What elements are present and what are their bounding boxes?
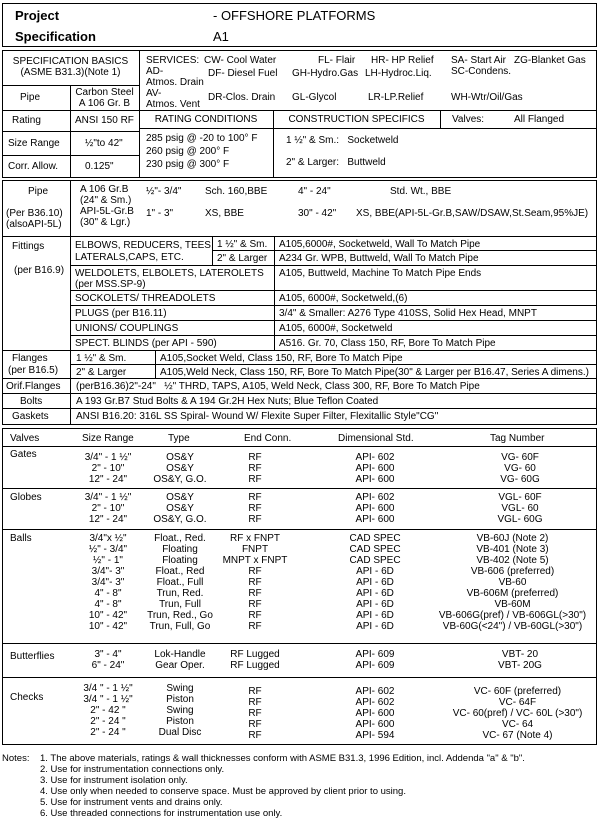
flange-size-2: 2" & Larger bbox=[76, 367, 127, 378]
size-range-value: ½"to 42" bbox=[85, 138, 123, 149]
orif-value: (perB16.36)2"-24" ½" THRD, TAPS, A105, Weld Neck, Class 300, RF, Bore To Match Pipe bbox=[76, 381, 480, 392]
fitting-plugs-value: 3/4" & Smaller: A276 Type 410SS, Solid Hex Head, MNPT bbox=[279, 308, 537, 319]
checks-end: RF RF RF RF RF bbox=[248, 686, 262, 741]
pipe-section-label-4: (alsoAPI-5L) bbox=[6, 219, 62, 230]
basics-title-line2: (ASME B31.3)(Note 1) bbox=[20, 67, 121, 78]
butterflies-size: 3" - 4" 6" - 24" bbox=[91, 649, 125, 671]
valve-group-butterflies: Butterflies bbox=[10, 651, 55, 662]
gaskets-value: ANSI B16.20: 316L SS Spiral- Wound W/ Flexite Super Filter, Flexitallic Style"CG" bbox=[76, 411, 439, 422]
pipe-row2-sched: XS, BBE bbox=[205, 208, 244, 219]
fitting-unions-value: A105, 6000#, Socketweld bbox=[279, 323, 393, 334]
pipe-row2-size2: 30" - 42" bbox=[298, 208, 337, 219]
fitting-weldolets-value: A105, Buttweld, Machine To Match Pipe Ends bbox=[279, 268, 482, 279]
flange-size-1: 1 ½" & Sm. bbox=[76, 353, 127, 364]
fitting-weldolets-2: (per MSS.SP-9) bbox=[75, 279, 146, 290]
fitting-spect: SPECT. BLINDS (per API - 590) bbox=[75, 338, 217, 349]
fitting-plugs: PLUGS (per B16.11) bbox=[75, 308, 167, 319]
pipe-mat-2: (24" & Sm.) bbox=[80, 195, 132, 206]
header-box bbox=[2, 3, 597, 47]
valve-group-balls: Balls bbox=[10, 533, 32, 544]
pipe-section-label bbox=[6, 186, 63, 230]
fitting-weldolets-1: WELDOLETS, ELBOLETS, LATEROLETS bbox=[75, 268, 264, 279]
valve-group-gates: Gates bbox=[10, 449, 37, 460]
service-df: DF- Diesel Fuel bbox=[208, 68, 278, 79]
basics-title-line1: SPECIFICATION BASICS bbox=[12, 56, 129, 67]
note-5: 5. Use for instrument vents and drains only. bbox=[40, 797, 223, 808]
service-ad-desc: Atmos. Drain bbox=[146, 77, 204, 88]
fitting-elbows-2: LATERALS,CAPS, ETC. bbox=[75, 252, 184, 263]
service-cw: CW- Cool Water bbox=[204, 55, 277, 66]
service-sa: SA- Start Air bbox=[451, 55, 507, 66]
butterflies-tag: VBT- 20 VBT- 20G bbox=[498, 649, 542, 671]
pipe-section-label-1: Pipe bbox=[28, 186, 49, 197]
flange-value-2: A105,Weld Neck, Class 150, RF, Bore To Match Pipe(30" & Larger per B16.47, Series A dimens.) bbox=[160, 367, 589, 378]
service-lr: LR-LP.Relief bbox=[368, 92, 424, 103]
col-header-end: End Conn. bbox=[244, 433, 292, 444]
project-value: - OFFSHORE PLATFORMS bbox=[213, 8, 376, 23]
gates-tag: VG- 60F VG- 60 VG- 60G bbox=[500, 452, 540, 485]
service-zg: ZG-Blanket Gas bbox=[514, 55, 586, 66]
note-3: 3. Use for instrument isolation only. bbox=[40, 775, 188, 786]
rating-conditions-title: RATING CONDITIONS bbox=[154, 114, 258, 125]
butterflies-dim: API- 609 API- 609 bbox=[355, 649, 395, 671]
rating-condition-1: 285 psig @ -20 to 100° F bbox=[146, 133, 258, 144]
pipe-row1-sched2: Std. Wt., BBE bbox=[390, 186, 452, 197]
butterflies-end: RF Lugged RF Lugged bbox=[230, 649, 280, 671]
col-header-valves: Valves bbox=[10, 433, 40, 444]
project-label: Project bbox=[15, 8, 60, 23]
fitting-unions: UNIONS/ COUPLINGS bbox=[75, 323, 179, 334]
corr-allow-label: Corr. Allow. bbox=[8, 161, 59, 172]
fitting-elbows-size-2: 2" & Larger bbox=[217, 253, 268, 264]
flange-value-1: A105,Socket Weld, Class 150, RF, Bore To Match Pipe bbox=[160, 353, 403, 364]
balls-dim: CAD SPEC CAD SPEC CAD SPEC API - 6D API - 6D API - 6D API - 6D API - 6D API - 6D bbox=[349, 533, 401, 632]
size-range-label: Size Range bbox=[8, 138, 60, 149]
service-gh: GH-Hydro.Gas bbox=[292, 68, 359, 79]
pipe-material-line1: Carbon Steel bbox=[75, 87, 134, 98]
col-header-dim: Dimensional Std. bbox=[338, 433, 414, 444]
valve-group-globes: Globes bbox=[10, 492, 42, 503]
balls-end: RF x FNPT FNPT MNPT x FNPT RF RF RF RF RF RF bbox=[222, 533, 288, 632]
globes-dim: API- 602 API- 600 API- 600 bbox=[355, 492, 395, 525]
fitting-sockolets-value: A105, 6000#, Socketweld,(6) bbox=[279, 293, 408, 304]
butterflies-type: Lok-Handle Gear Oper. bbox=[154, 649, 206, 671]
service-gl: GL-Glycol bbox=[292, 92, 337, 103]
notes-label: Notes: bbox=[2, 753, 30, 764]
service-hr: HR- HP Relief bbox=[371, 55, 434, 66]
service-wh: WH-Wtr/Oil/Gas bbox=[451, 92, 523, 103]
note-1: 1. The above materials, ratings & wall thicknesses conform with ASME B31.3, 1996 Edition, incl. Addenda "a" & "b". bbox=[40, 753, 525, 764]
basics-title bbox=[2, 56, 139, 78]
flanges-label: Flanges bbox=[12, 353, 48, 364]
fitting-elbows-size-1: 1 ½" & Sm. bbox=[217, 239, 268, 250]
rating-condition-3: 230 psig @ 300° F bbox=[146, 159, 230, 170]
pipe-row2-size: 1" - 3" bbox=[146, 208, 174, 219]
gaskets-label: Gaskets bbox=[12, 411, 49, 422]
globes-type: OS&Y OS&Y OS&Y, G.O. bbox=[153, 492, 207, 525]
service-fl: FL- Flair bbox=[318, 55, 356, 66]
pipe-label: Pipe bbox=[20, 92, 41, 103]
bolts-label: Bolts bbox=[20, 396, 43, 407]
notes-list bbox=[40, 753, 525, 819]
service-dr: DR-Clos. Drain bbox=[208, 92, 276, 103]
note-6: 6. Use threaded connections for instrumentation use only. bbox=[40, 808, 283, 819]
service-sc: SC-Condens. bbox=[451, 66, 512, 77]
service-ad: AD- bbox=[146, 66, 164, 77]
pipe-section-label-3: (Per B36.10) bbox=[6, 208, 63, 219]
fitting-elbows-1: ELBOWS, REDUCERS, TEES, bbox=[75, 240, 214, 251]
valve-group-checks: Checks bbox=[10, 692, 44, 703]
spec-value: A1 bbox=[213, 29, 229, 44]
globes-tag: VGL- 60F VGL- 60 VGL- 60G bbox=[497, 492, 543, 525]
col-header-type: Type bbox=[168, 433, 190, 444]
bolts-value: A 193 Gr.B7 Stud Bolts & A 194 Gr.2H Hex Nuts; Blue Teflon Coated bbox=[76, 396, 379, 407]
pipe-section-material bbox=[80, 184, 134, 228]
construction-line-1: 1 ½" & Sm.: Socketweld bbox=[286, 135, 399, 146]
gates-end: RF RF RF bbox=[248, 452, 262, 485]
balls-size: 3/4"x ½" ½" - 3/4" ½" - 1" 3/4"- 3" 3/4"- 3" 4" - 8" 4" - 8" 10" - 42" 10" - 42" bbox=[88, 533, 128, 632]
balls-tag: VB-60J (Note 2) VB-401 (Note 3) VB-402 (Note 5) VB-606 (preferred) VB-60 VB-606M (preferred) VB-60M VB-606G(pref) / VB-606GL(>30") VB-60G(<24") / VB-60GL(>30") bbox=[438, 533, 587, 632]
construction-title: CONSTRUCTION SPECIFICS bbox=[288, 114, 425, 125]
corr-allow-value: 0.125" bbox=[85, 161, 114, 172]
pipe-mat-3: API-5L-Gr.B bbox=[80, 206, 134, 217]
pipe-row1-sched: Sch. 160,BBE bbox=[205, 186, 268, 197]
fitting-elbows-value-2: A234 Gr. WPB, Buttweld, Wall To Match Pipe bbox=[279, 253, 479, 264]
construction-line-2: 2" & Larger: Buttweld bbox=[286, 157, 386, 168]
gates-dim: API- 602 API- 600 API- 600 bbox=[355, 452, 395, 485]
rating-condition-2: 260 psig @ 200° F bbox=[146, 146, 230, 157]
gates-size: 3/4" - 1 ½" 2" - 10" 12" - 24" bbox=[84, 452, 132, 485]
col-header-tag: Tag Number bbox=[490, 433, 545, 444]
services-label: SERVICES: bbox=[146, 55, 200, 66]
service-av-desc: Atmos. Vent bbox=[146, 99, 200, 110]
checks-type: Swing Piston Swing Piston Dual Disc bbox=[158, 683, 202, 738]
globes-size: 3/4" - 1 ½" 2" - 10" 12" - 24" bbox=[84, 492, 132, 525]
note-4: 4. Use only when needed to conserve space. Must be approved by client prior to using. bbox=[40, 786, 406, 797]
service-av: AV- bbox=[146, 88, 162, 99]
note-2: 2. Use for instrumentation connections only. bbox=[40, 764, 225, 775]
fitting-elbows-value-1: A105,6000#, Socketweld, Wall To Match Pipe bbox=[279, 239, 481, 250]
pipe-material-line2: A 106 Gr. B bbox=[78, 98, 131, 109]
checks-tag: VC- 60F (preferred) VC- 64F VC- 60(pref) / VC- 60L (>30") VC- 64 VC- 67 (Note 4) bbox=[452, 686, 583, 741]
rating-label: Rating bbox=[12, 115, 41, 126]
checks-size: 3/4 " - 1 ½" 3/4 " - 1 ½" 2" - 42 " 2" - 24 " 2" - 24 " bbox=[83, 683, 133, 738]
fitting-spect-value: A516. Gr. 70, Class 150, RF, Bore To Match Pipe bbox=[279, 338, 496, 349]
pipe-section-label-2 bbox=[6, 197, 63, 208]
valves-flanged-label: Valves: bbox=[452, 114, 485, 125]
fittings-label: Fittings bbox=[12, 241, 45, 252]
fitting-sockolets: SOCKOLETS/ THREADOLETS bbox=[75, 293, 216, 304]
orif-label: Orif.Flanges bbox=[6, 381, 61, 392]
valves-flanged-value: All Flanged bbox=[514, 114, 565, 125]
fittings-label-2: (per B16.9) bbox=[14, 265, 65, 276]
gates-type: OS&Y OS&Y OS&Y, G.O. bbox=[153, 452, 207, 485]
balls-type: Float., Red. Floating Floating Float., Red Float., Full Trun, Red. Trun, Full Trun, Red., Go Trun, Full, Go bbox=[147, 533, 213, 632]
pipe-row1-size2: 4" - 24" bbox=[298, 186, 331, 197]
checks-dim: API- 602 API- 602 API- 600 API- 600 API- 594 bbox=[355, 686, 395, 741]
pipe-row2-sched2: XS, BBE(API-5L-Gr.B,SAW/DSAW,St.Seam,95%JE) bbox=[356, 208, 589, 219]
pipe-material bbox=[70, 87, 139, 109]
rating-value: ANSI 150 RF bbox=[75, 115, 134, 126]
spec-label: Specification bbox=[15, 29, 96, 44]
pipe-mat-4: (30" & Lgr.) bbox=[80, 217, 131, 228]
globes-end: RF RF RF bbox=[248, 492, 262, 525]
service-lh: LH-Hydroc.Liq. bbox=[365, 68, 432, 79]
col-header-size: Size Range bbox=[82, 433, 134, 444]
pipe-mat-1: A 106 Gr.B bbox=[80, 184, 129, 195]
flanges-label-2: (per B16.5) bbox=[8, 365, 59, 376]
pipe-row1-size: ½"- 3/4" bbox=[146, 186, 182, 197]
